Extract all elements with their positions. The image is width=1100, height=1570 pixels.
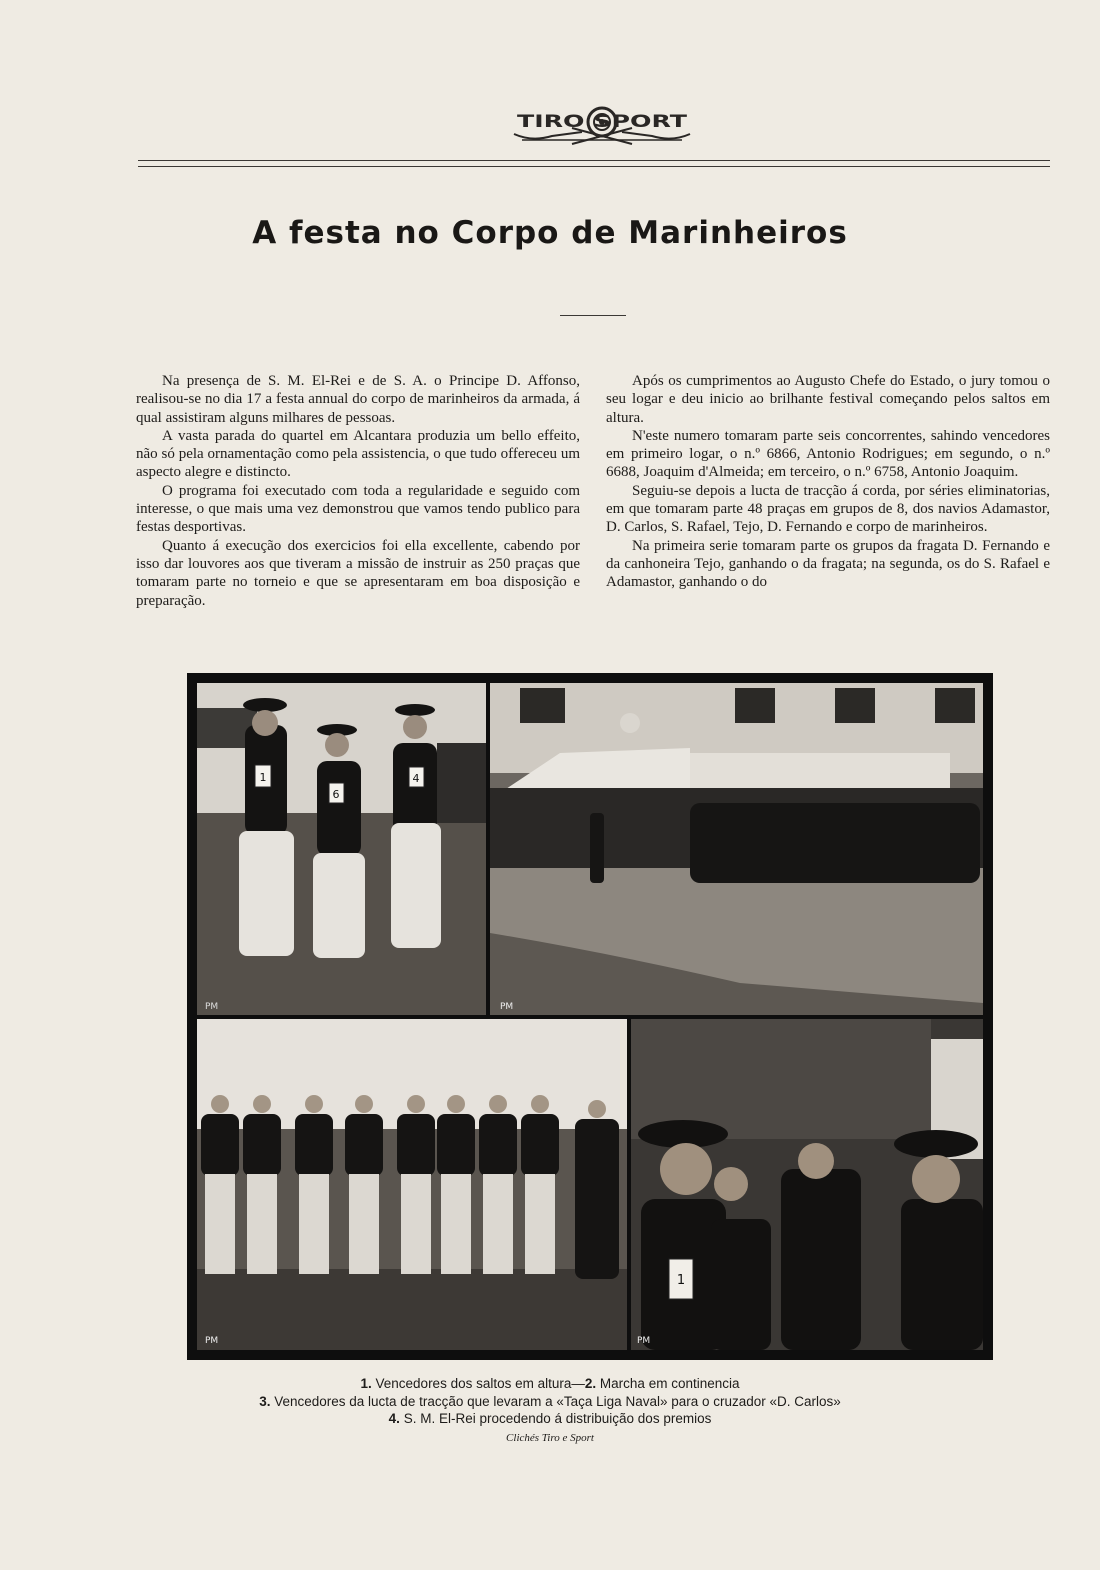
caption-line-2 bbox=[0, 1393, 1100, 1411]
caption-line-3 bbox=[0, 1410, 1100, 1428]
paragraph: N'este numero tomaram parte seis concorrentes, sahindo vencedores em primeiro logar, o n.º 6866, Antonio Rodrigues; em segundo, o n.º 6688, Joaquim d'Almeida; em terceiro, o n.º 6758, Antonio Joaquim. bbox=[606, 427, 1050, 481]
top-double-rule bbox=[138, 160, 1050, 167]
photo-prize-distribution bbox=[631, 1019, 983, 1350]
paragraph: Após os cumprimentos ao Augusto Chefe do Estado, o jury tomou o seu logar e deu inicio ao brilhante festival começando pelos saltos em altura. bbox=[606, 373, 1050, 426]
caption-text: Vencedores dos saltos em altura— bbox=[375, 1376, 585, 1391]
photo-tug-of-war-winners bbox=[197, 1019, 627, 1350]
number-card-1: 1 bbox=[259, 771, 267, 784]
masthead-text: TIRO SPORT bbox=[517, 112, 688, 132]
number-card-6: 6 bbox=[332, 788, 340, 801]
number-card-1: 1 bbox=[676, 1273, 686, 1288]
page-title: A festa no Corpo de Marinheiros bbox=[252, 215, 848, 251]
photo-signature: PM bbox=[205, 1336, 219, 1346]
caption-number: 3. bbox=[259, 1393, 271, 1409]
photo-collage bbox=[187, 673, 993, 1360]
masthead-logo bbox=[512, 98, 692, 148]
photo-signature: PM bbox=[205, 1002, 219, 1012]
paragraph: Seguiu-se depois a lucta de tracção á corda, por séries eliminatorias, em que tomaram parte 48 praças em grupos de 8, dos navios Adamastor, D. Carlos, S. Rafael, Tejo, D. Fernando e corpo de marinheiros. bbox=[606, 482, 1050, 536]
caption-number: 1. bbox=[360, 1376, 372, 1391]
photo-signature: PM bbox=[500, 1002, 514, 1012]
masthead-emblem bbox=[512, 98, 692, 148]
caption-text: S. M. El-Rei procedendo á distribuição dos premios bbox=[403, 1411, 712, 1426]
article-right-column bbox=[606, 372, 1050, 592]
article-left-column bbox=[136, 372, 580, 610]
paragraph: Na presença de S. M. El-Rei e de S. A. o Principe D. Affonso, realisou-se no dia 17 a festa annual do corpo de marinheiros da armada, á qual assistiram alguns milhares de pessoas. bbox=[136, 373, 580, 426]
photo-captions bbox=[0, 1375, 1100, 1447]
paragraph: O programa foi executado com toda a regularidade e seguido com interesse, o que mais uma vez demonstrou que vamos tendo publico para festas desportivas. bbox=[136, 482, 580, 536]
caption-text: Marcha em continencia bbox=[599, 1376, 740, 1391]
paragraph: Na primeira serie tomaram parte os grupos da fragata D. Fernando e da canhoneira Tejo, ganhando o da fragata; na segunda, os do S. Rafael e Adamastor, ganhando o do bbox=[606, 537, 1050, 591]
photo-credit: Clichés Tiro e Sport bbox=[506, 1431, 594, 1444]
photo-signature: PM bbox=[637, 1336, 651, 1346]
photo-high-jump-winners bbox=[197, 683, 486, 1015]
number-card-4: 4 bbox=[412, 772, 420, 785]
photo-march bbox=[490, 683, 983, 1015]
caption-line-1 bbox=[0, 1375, 1100, 1393]
title-divider bbox=[560, 315, 626, 316]
caption-text: Vencedores da lucta de tracção que levaram a «Taça Liga Naval» para o cruzador «D. Carlos» bbox=[274, 1393, 841, 1409]
caption-number: 2. bbox=[584, 1376, 597, 1391]
caption-number: 4. bbox=[388, 1411, 400, 1426]
paragraph: Quanto á execução dos exercicios foi ella excellente, cabendo por isso dar louvores aos que tiveram a missão de instruir as 250 praças que tomaram parte no torneio e que se apresentaram em boa disposição e preparação. bbox=[136, 537, 580, 609]
paragraph: A vasta parada do quartel em Alcantara produzia um bello effeito, não só pela ornamentação como pela assistencia, o que tudo offereceu um aspecto alegre e distincto. bbox=[136, 427, 580, 481]
